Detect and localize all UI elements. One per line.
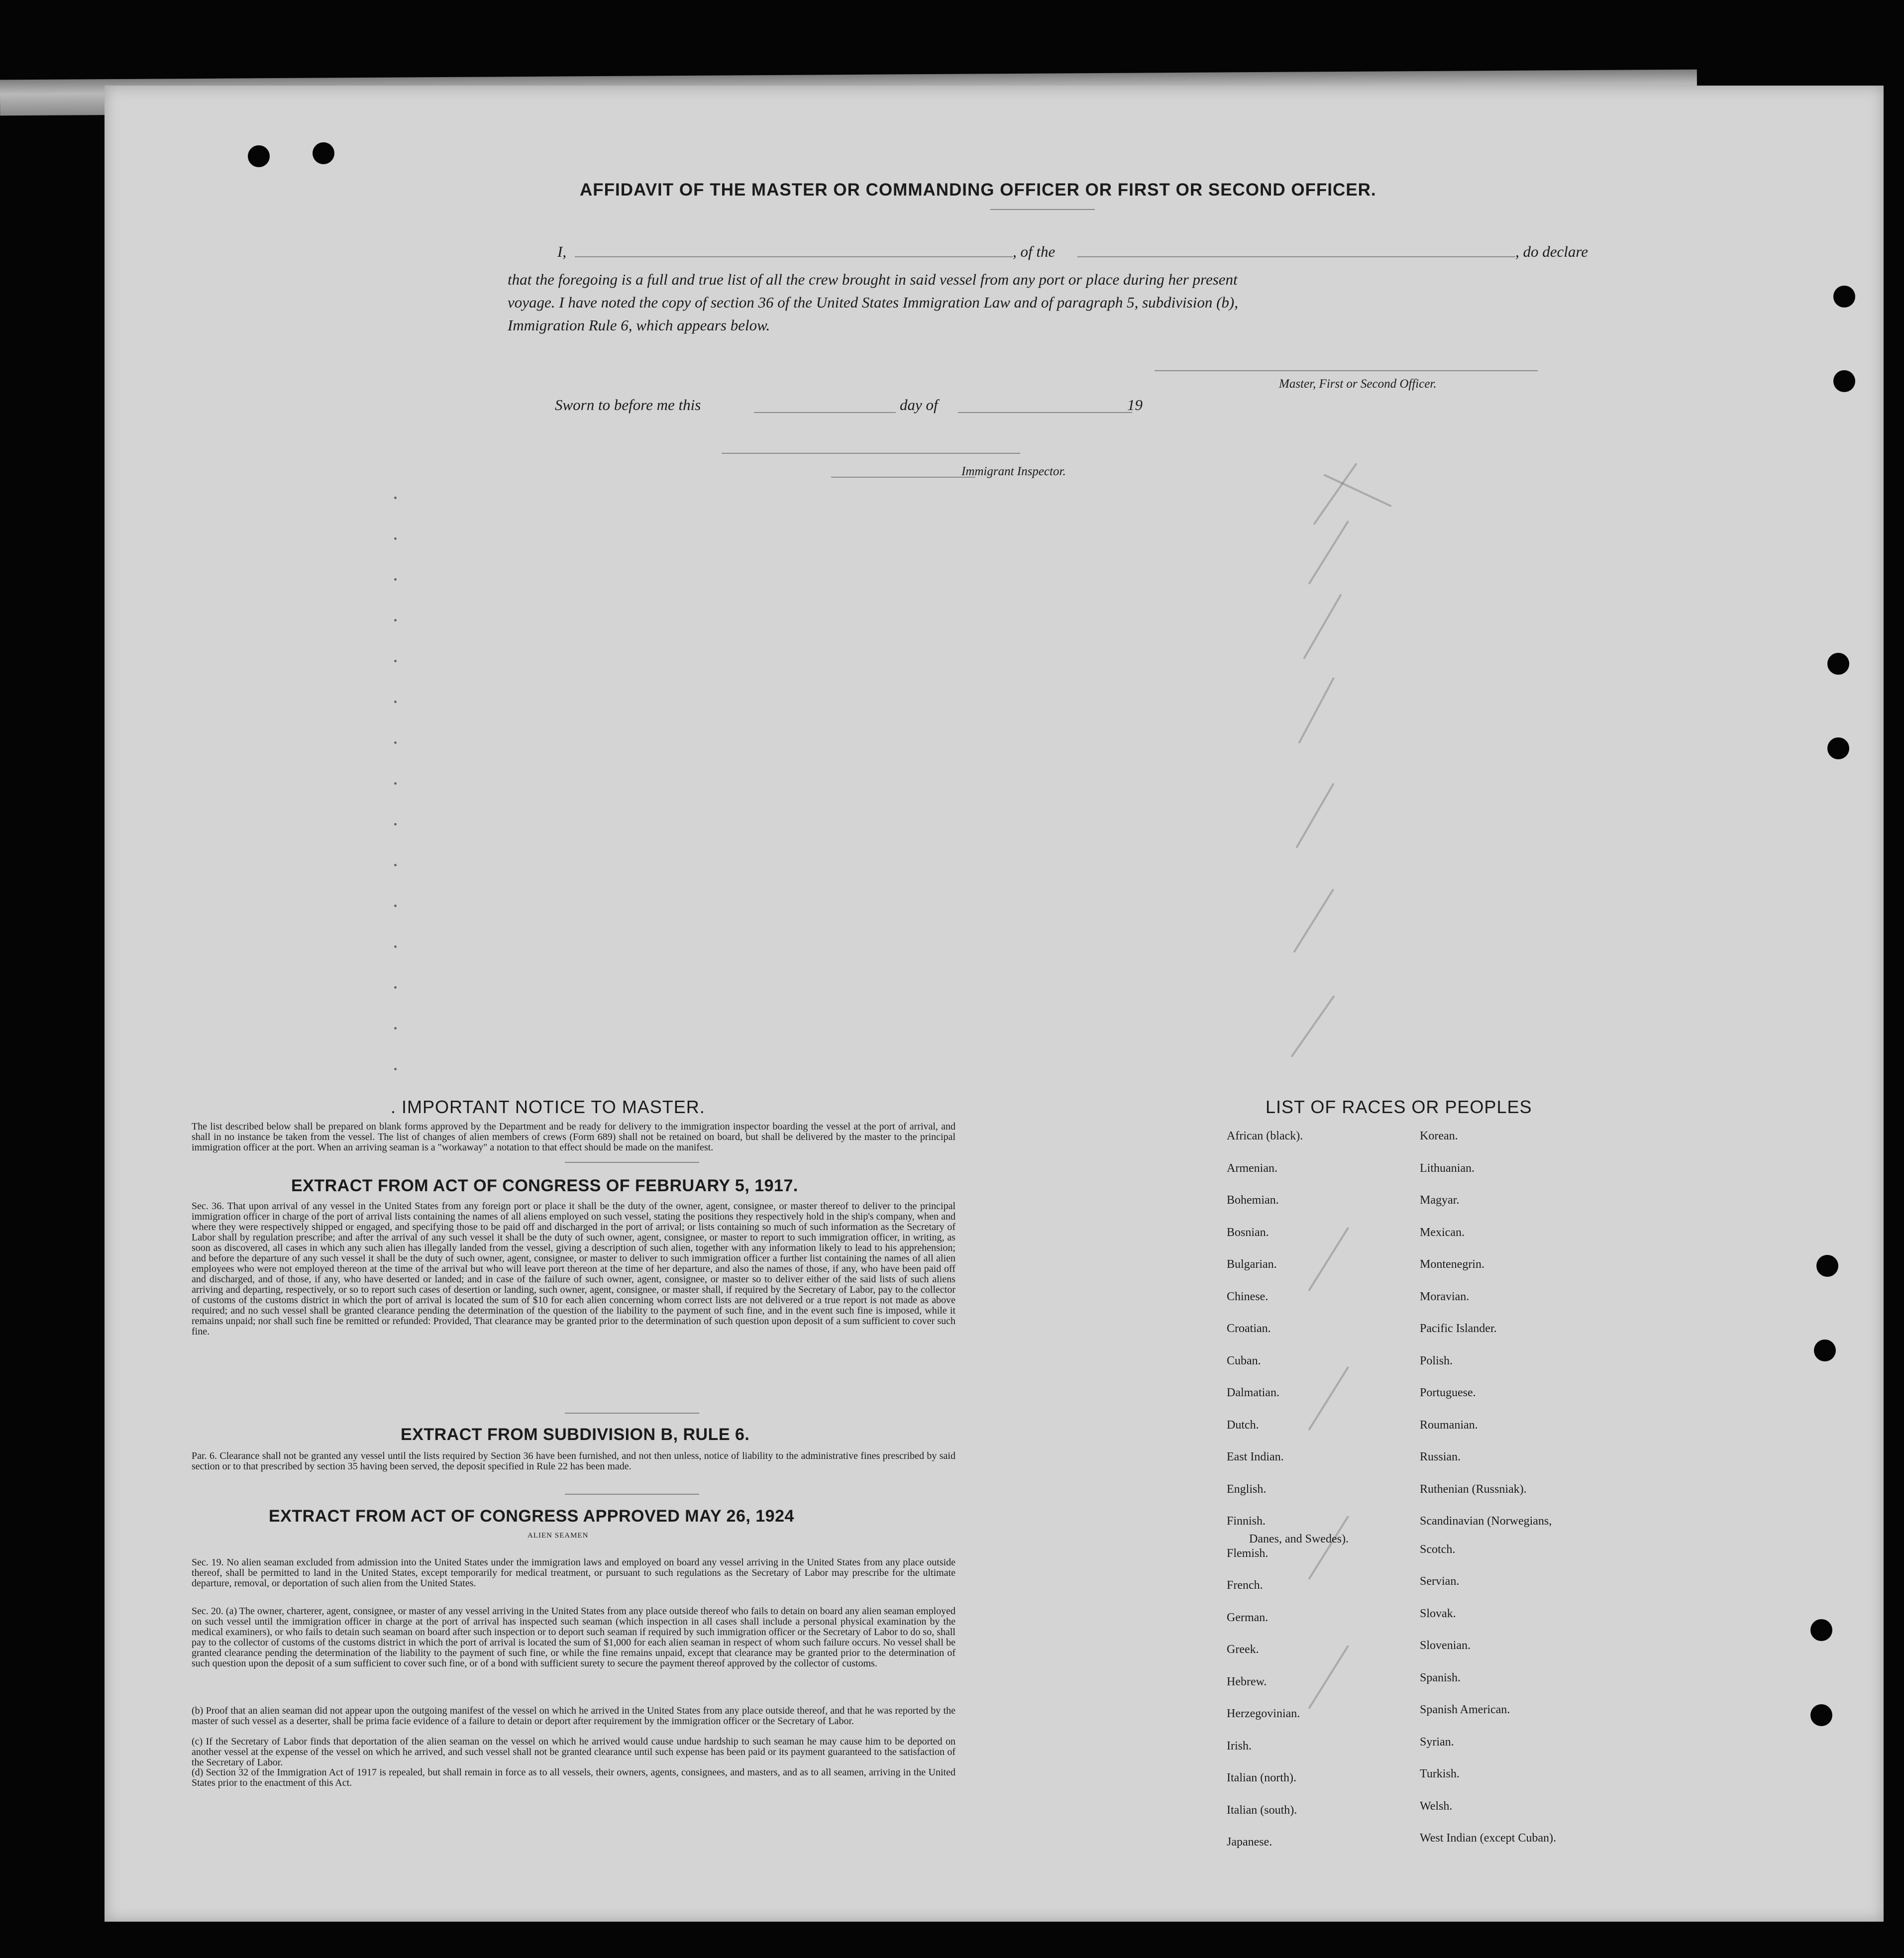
- race-item: Russian.: [1420, 1450, 1461, 1463]
- race-item: German.: [1227, 1611, 1269, 1624]
- race-item: Lithuanian.: [1420, 1161, 1475, 1175]
- race-item: Dutch.: [1227, 1418, 1259, 1432]
- race-item: Roumanian.: [1420, 1418, 1478, 1432]
- race-item: Bohemian.: [1227, 1194, 1279, 1207]
- row-dot: [394, 823, 397, 825]
- punch-hole: [1810, 1704, 1832, 1726]
- divider: [565, 1413, 699, 1414]
- sworn-month-field[interactable]: [958, 412, 1132, 413]
- sworn-prefix: Sworn to before me this: [555, 396, 701, 413]
- inspector-label: Immigrant Inspector.: [961, 465, 1066, 478]
- extract-rule6-title: EXTRACT FROM SUBDIVISION B, RULE 6.: [401, 1425, 750, 1444]
- document-page: [105, 86, 1884, 1922]
- extract-1924-sec19: Sec. 19. No alien seaman excluded from admission into the United States under the immigration laws and employed on board any vessel arriving in the United States from any place outside thereof, shall be permitted to land in the United States, except temporarily for medical treatment, or pursuant to such regulations as the Secretary of Labor may prescribe for the ultimate departure, removal, or deportation of such alien from the United States.: [192, 1557, 955, 1589]
- row-dot: [394, 1068, 397, 1070]
- punch-hole: [1833, 286, 1855, 308]
- race-item: African (black).: [1227, 1130, 1303, 1142]
- row-dot: [394, 864, 397, 866]
- vessel-field[interactable]: [1077, 256, 1515, 257]
- race-item: Ruthenian (Russniak).: [1420, 1482, 1527, 1496]
- row-dot: [394, 497, 397, 499]
- punch-hole: [1833, 370, 1855, 392]
- extract-1924-title: EXTRACT FROM ACT OF CONGRESS APPROVED MAY 26, 1924: [269, 1507, 794, 1526]
- race-item: Magyar.: [1420, 1194, 1460, 1207]
- race-item: Polish.: [1420, 1354, 1453, 1367]
- race-item: Montenegrin.: [1420, 1258, 1484, 1271]
- affidavit-title: AFFIDAVIT OF THE MASTER OR COMMANDING OFFICER OR FIRST OR SECOND OFFICER.: [580, 180, 1376, 200]
- race-item: Croatian.: [1227, 1322, 1271, 1335]
- divider: [565, 1494, 699, 1495]
- declare-i: I,: [557, 243, 567, 260]
- bleed-through-mark: [1298, 677, 1335, 744]
- declaration-line-1: that the foregoing is a full and true list of all the crew brought in said vessel from any port or place during her present: [508, 271, 1238, 288]
- race-item: Chinese.: [1227, 1290, 1269, 1303]
- race-item: Slovak.: [1420, 1607, 1456, 1620]
- race-item: Herzegovinian.: [1227, 1707, 1300, 1720]
- row-dot: [394, 578, 397, 581]
- row-dot: [394, 701, 397, 703]
- extract-1924-sec20c: (c) If the Secretary of Labor finds that deportation of the alien seaman on the vessel on which he arrived would cause undue hardship to such seaman he may cause him to be deported on another vessel at the expense of the vessel on which he arrived, and such vessel shall not be granted clearance until such expense has been paid or its payment guaranteed to the satisfaction of the Secretary of Labor.: [192, 1736, 955, 1768]
- punch-hole: [313, 142, 334, 164]
- race-item: Mexican.: [1420, 1226, 1465, 1239]
- declaration-line-2: voyage. I have noted the copy of section 36 of the United States Immigration Law and of paragraph 5, subdivision (b),: [508, 294, 1238, 311]
- race-item: Welsh.: [1420, 1799, 1453, 1813]
- divider: [990, 209, 1095, 210]
- punch-hole: [1827, 737, 1849, 759]
- row-dot: [394, 905, 397, 907]
- master-signature-label: Master, First or Second Officer.: [1279, 377, 1437, 391]
- sworn-day-of: day of: [900, 396, 938, 413]
- race-item: Italian (north).: [1227, 1771, 1296, 1784]
- extract-rule6-body: Par. 6. Clearance shall not be granted any vessel until the lists required by Section 36 have been furnished, and not then unless, notice of liability to the administrative fines prescribed by said section or to that prescribed by section 35 having been served, the deposit specified in Rule 22 has been made.: [192, 1450, 955, 1472]
- extract-1924-sec20d: (d) Section 32 of the Immigration Act of 1917 is repealed, but shall remain in force as to all vessels, their owners, agents, consignees, and masters, and as to all seamen, arriving in the United States prior to the enactment of this Act.: [192, 1767, 955, 1788]
- notice-title: . IMPORTANT NOTICE TO MASTER.: [391, 1097, 705, 1117]
- race-item: West Indian (except Cuban).: [1420, 1832, 1556, 1845]
- sworn-year: 19: [1127, 396, 1143, 413]
- race-item: Dalmatian.: [1227, 1386, 1279, 1399]
- race-item: Spanish American.: [1420, 1703, 1510, 1716]
- race-item: Slovenian.: [1420, 1639, 1471, 1652]
- race-item: Bulgarian.: [1227, 1258, 1277, 1271]
- declaration-line-3: Immigration Rule 6, which appears below.: [508, 316, 770, 334]
- race-item: Korean.: [1420, 1130, 1458, 1142]
- row-dot: [394, 945, 397, 948]
- race-item: Hebrew.: [1227, 1675, 1267, 1688]
- extract-1924-sec20b: (b) Proof that an alien seaman did not appear upon the outgoing manifest of the vessel on which he arrived in the United States from any place outside thereof, and that he was reported by the master of such vessel as a deserter, shall be prima facie evidence of a failure to detain or deport after requirement by the immigration officer or the Secretary of Labor.: [192, 1705, 955, 1727]
- race-item: Cuban.: [1227, 1354, 1261, 1367]
- punch-hole: [1814, 1340, 1836, 1361]
- race-item: Spanish.: [1420, 1671, 1461, 1684]
- divider: [565, 1162, 699, 1163]
- row-dot: [394, 1027, 397, 1030]
- bleed-through-mark: [1308, 1516, 1349, 1580]
- row-dot: [394, 537, 397, 540]
- race-item: Armenian.: [1227, 1161, 1277, 1175]
- bleed-through-mark: [1313, 463, 1357, 525]
- punch-hole: [248, 145, 270, 167]
- race-item: English.: [1227, 1482, 1267, 1496]
- extract-1917-title: EXTRACT FROM ACT OF CONGRESS OF FEBRUARY 5, 1917.: [291, 1176, 798, 1195]
- inspector-name-field[interactable]: [831, 477, 975, 478]
- row-dot: [394, 619, 397, 621]
- bleed-through-mark: [1308, 1645, 1349, 1709]
- race-item: Servian.: [1420, 1575, 1460, 1588]
- bleed-through-mark: [1303, 594, 1342, 659]
- race-item: Pacific Islander.: [1420, 1322, 1497, 1335]
- punch-hole: [1816, 1255, 1838, 1277]
- race-item: Greek.: [1227, 1643, 1259, 1656]
- bleed-through-mark: [1308, 520, 1349, 585]
- punch-hole: [1810, 1619, 1832, 1641]
- race-item: Scandinavian (Norwegians,: [1420, 1515, 1552, 1528]
- name-field[interactable]: [575, 256, 1013, 257]
- row-dot: [394, 741, 397, 744]
- races-title: LIST OF RACES OR PEOPLES: [1266, 1097, 1532, 1117]
- bleed-through-mark: [1308, 1227, 1349, 1291]
- punch-hole: [1827, 653, 1849, 675]
- row-dot: [394, 660, 397, 662]
- notice-body: The list described below shall be prepared on blank forms approved by the Department and be ready for delivery to the immigration inspector boarding the vessel at the port of arrival, and shall in no instance be taken from the vessel. The list of changes of alien members of crews (Form 689) shall not be retained on board, but shall be delivered by the master to the principal immigration officer at the port. When an arriving seaman is a "workaway" a notation to that effect should be made on the manifest.: [192, 1121, 955, 1153]
- race-item: Scotch.: [1420, 1543, 1456, 1556]
- bleed-through-mark: [1293, 889, 1334, 953]
- extract-1924-subtitle: ALIEN SEAMEN: [528, 1532, 589, 1540]
- declare-do-declare: , do declare: [1515, 243, 1588, 260]
- race-item: Flemish.: [1227, 1546, 1269, 1560]
- master-signature-field[interactable]: [1155, 370, 1538, 371]
- bleed-through-mark: [1290, 995, 1335, 1057]
- bleed-through-mark: [1308, 1366, 1349, 1431]
- row-dot: [394, 986, 397, 989]
- declare-of-the: , of the: [1013, 243, 1056, 260]
- inspector-signature-line[interactable]: [722, 453, 1020, 454]
- race-item: Italian (south).: [1227, 1803, 1297, 1817]
- race-item: East Indian.: [1227, 1450, 1284, 1463]
- race-item: Turkish.: [1420, 1767, 1460, 1780]
- race-item: Finnish.: [1227, 1515, 1266, 1528]
- race-item: Bosnian.: [1227, 1226, 1269, 1239]
- race-item: Japanese.: [1227, 1836, 1272, 1849]
- row-dot: [394, 782, 397, 785]
- race-item: Portuguese.: [1420, 1386, 1476, 1399]
- race-item: Moravian.: [1420, 1290, 1470, 1303]
- race-item: Syrian.: [1420, 1735, 1454, 1749]
- sworn-day-field[interactable]: [754, 412, 896, 413]
- races-scandinavian-continued: Danes, and Swedes).: [1249, 1533, 1349, 1546]
- extract-1917-body: Sec. 36. That upon arrival of any vessel in the United States from any foreign port or place it shall be the duty of the owner, agent, consignee, or master thereof to deliver to the principal immigration officer in charge of the port of arrival lists containing the names of all aliens employed on such vessel, stating the positions they respectively hold in the ship's company, when and where they were respectively shipped or engaged, and specifying those to be paid off and discharged in the port of arrival; or lists containing so much of such information as the Secretary of Labor shall by regulation prescribe; and after the arrival of any such vessel it shall be the duty of such owner, agent, consignee, or master to report to such immigration officer, in writing, as soon as discovered, all cases in which any such alien has illegally landed from the vessel, giving a description of such alien, together with any information likely to lead to his apprehension; and before the departure of any such vessel it shall be the duty of such owner, agent, consignee, or master to deliver to such immigration officer a further list containing the names of all alien employees who were not employed thereon at the time of the arrival but who will leave port thereon at the time of her departure, and also the names of those, if any, who have been paid off and discharged, and of those, if any, who have deserted or landed; and in case of the failure of such owner, agent, consignee, or master so to deliver either of the said lists of such aliens arriving and departing, respectively, or so to report such cases of desertion or landing, such owner, agent, consignee, or master shall, if required by the Secretary of Labor, pay to the collector of customs of the customs district in which the port of arrival is located the sum of $10 for each alien concerning whom correct lists are not delivered or a true report is not made as above required; and no such vessel shall be granted clearance pending the determination of the question of the liability to the payment of such fine, and in the event such fine is imposed, while it remains unpaid; nor shall such fine be remitted or refunded: Provided, That clearance may be granted prior to the determination of such question upon deposit of a sum sufficient to cover such fine.: [192, 1201, 955, 1337]
- extract-1924-sec20a: Sec. 20. (a) The owner, charterer, agent, consignee, or master of any vessel arriving in the United States from any place outside thereof who fails to detain on board any alien seaman employed on such vessel until the immigration officer in charge at the port of arrival has inspected such seaman (which inspection in all cases shall include a personal physical examination by the medical examiners), or who fails to detain such seaman on board after such inspection or to deport such seaman if required by such immigration officer or the Secretary of Labor to do so, shall pay to the collector of customs of the customs district in which the port of arrival is located the sum of $1,000 for each alien seaman in respect of whom such failure occurs. No vessel shall be granted clearance pending the determination of the liability to the payment of such fine, or while the fine remains unpaid, except that clearance may be granted prior to the determination of such question upon the deposit of a sum sufficient to cover such fine, or of a bond with sufficient surety to secure the payment thereof approved by the collector of customs.: [192, 1606, 955, 1669]
- bleed-through-mark: [1295, 783, 1334, 848]
- race-item: Irish.: [1227, 1739, 1252, 1752]
- bleed-through-mark: [1323, 474, 1392, 507]
- race-item: French.: [1227, 1579, 1263, 1592]
